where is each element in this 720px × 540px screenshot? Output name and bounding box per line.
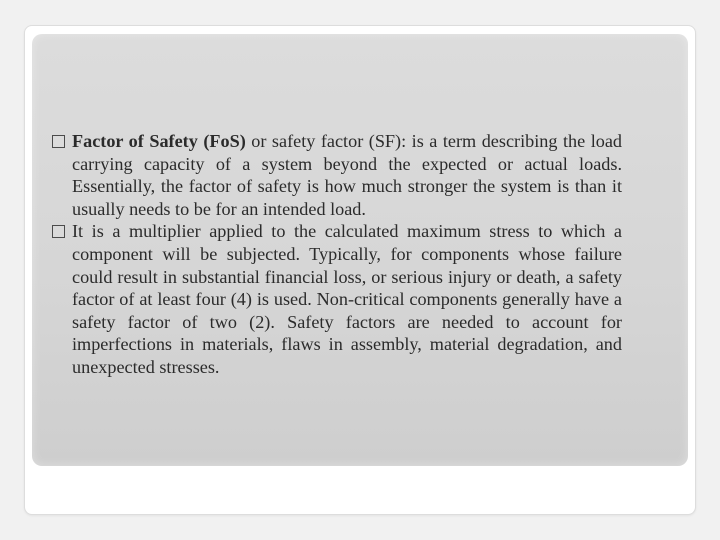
bullet-text: or safety factor (SF): is a term describing the load carrying capacity of a system beyond the expected or actual loads. Essentially, the factor of safety is how much stronger the system is than it usually needs to be for an intended load. (72, 131, 623, 219)
bullet-item-multiplier (52, 220, 622, 378)
checkbox-bullet-icon (52, 225, 65, 238)
bullet-text: It is a multiplier applied to the calculated maximum stress to which a component will be subjected. Typically, for components whose failure could result in substantial financial loss, or serious injury or death, a safety factor of at least four (4) is used. Non-critical components generally have a safety factor of two (2). Safety factors are needed to account for imperfections in materials, flaws in assembly, material degradation, and unexpected stresses. (72, 221, 622, 377)
bullet-list (52, 130, 622, 379)
bullet-term: Factor of Safety (FoS) (72, 131, 246, 151)
bullet-item-factor-of-safety (52, 130, 622, 220)
checkbox-bullet-icon (52, 135, 65, 148)
